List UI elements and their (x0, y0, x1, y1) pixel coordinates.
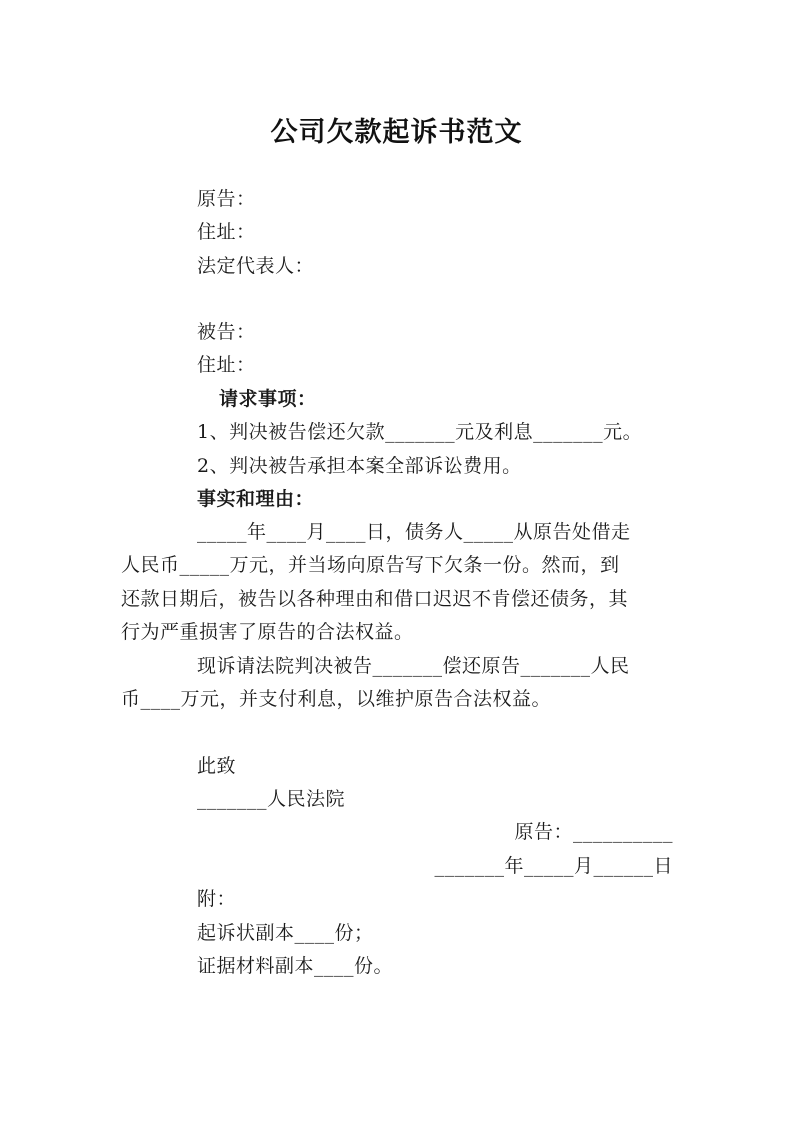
claims-heading: 请求事项： (219, 388, 317, 410)
claim-item-1: 1、判决被告偿还欠款_______元及利息_______元。 (197, 421, 643, 443)
attachment-item-1: 起诉状副本____份； (197, 922, 374, 944)
facts-paragraph1-line2: 人民币_____万元，并当场向原告写下欠条一份。然而，到 (121, 554, 620, 576)
facts-paragraph1-line3: 还款日期后，被告以各种理由和借口迟迟不肯偿还债务，其 (121, 588, 629, 610)
closing-date: _______年_____月______日 (434, 855, 673, 877)
closing-court: _______人民法院 (197, 788, 346, 810)
defendant-label: 被告： (197, 321, 256, 343)
attachments-label: 附： (197, 888, 237, 910)
defendant-address: 住址： (197, 354, 256, 376)
closing-signature: 原告：__________ (514, 821, 673, 843)
plaintiff-label: 原告： (197, 188, 256, 210)
closing-salutation: 此致 (197, 755, 237, 777)
facts-heading: 事实和理由： (197, 488, 315, 510)
plaintiff-representative: 法定代表人： (197, 255, 315, 277)
document-title: 公司欠款起诉书范文 (270, 117, 523, 148)
attachment-item-2: 证据材料副本____份。 (197, 955, 394, 977)
facts-paragraph1-line1: _____年____月____日，债务人_____从原告处借走 (197, 521, 631, 543)
plaintiff-address: 住址： (197, 221, 256, 243)
facts-paragraph2-line1: 现诉请法院判决被告_______偿还原告_______人民 (197, 655, 630, 677)
claim-item-2: 2、判决被告承担本案全部诉讼费用。 (197, 455, 522, 477)
facts-paragraph2-line2: 币____万元，并支付利息，以维护原告合法权益。 (121, 688, 552, 710)
facts-paragraph1-line4: 行为严重损害了原告的合法权益。 (121, 621, 414, 643)
